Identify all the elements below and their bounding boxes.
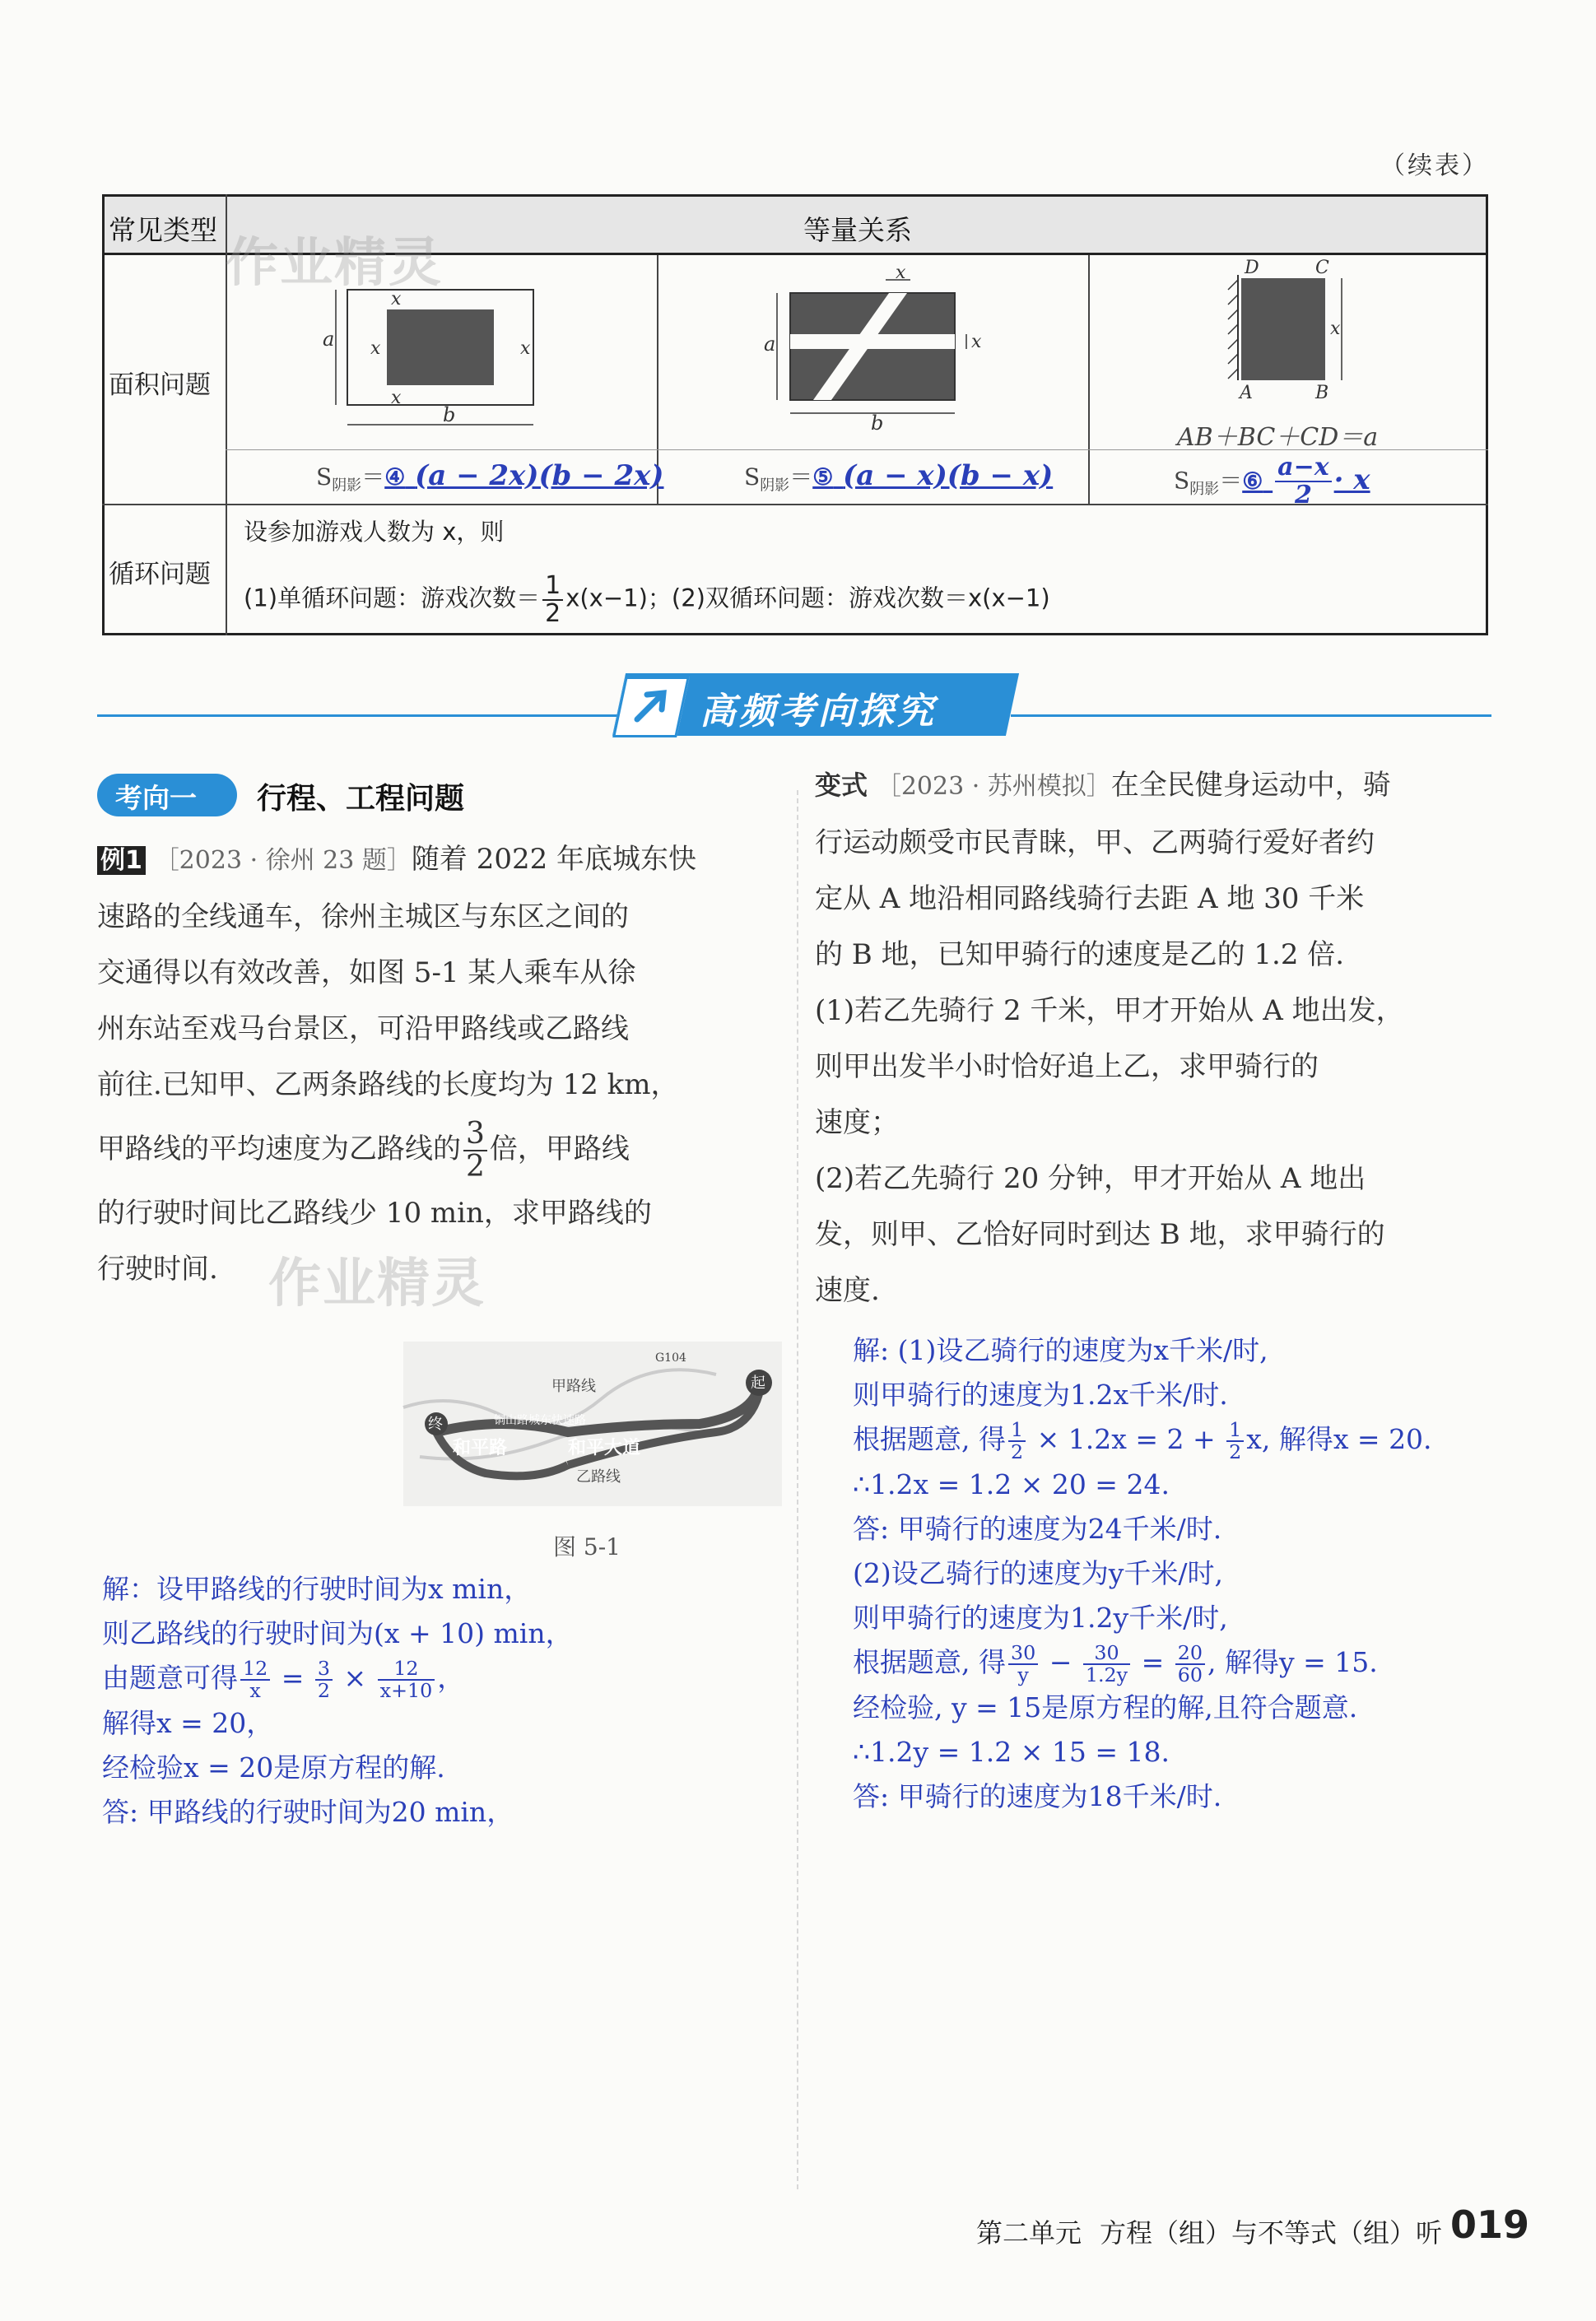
fig2-x-label: x: [896, 263, 906, 283]
variant-line: 则甲出发半小时恰好追上乙，求甲骑行的: [815, 1050, 1319, 1083]
solution-line: ∴1.2x = 1.2 × 20 = 24.: [853, 1467, 1170, 1500]
variant-line: (2)若乙先骑行 20 分钟，甲才开始从 A 地出: [815, 1162, 1366, 1195]
variant-line: 行运动颇受市民青睐，甲、乙两骑行爱好者约: [815, 826, 1375, 859]
map-road4-label: 铜山路城东快速路: [494, 1414, 586, 1427]
example-1-line: 的行驶时间比乙路线少 10 min，求甲路线的: [97, 1197, 652, 1230]
solution-line: 则乙路线的行驶时间为(x + 10) min，: [102, 1617, 573, 1649]
column-divider: [797, 790, 798, 2189]
solution-1: [102, 1567, 777, 1835]
formula-eq: ＝: [361, 463, 385, 491]
answer-5[interactable]: ⑤ (a − x)(b − x): [812, 459, 1054, 492]
fig3-relation: AB＋BC＋CD＝a: [1177, 423, 1379, 452]
solution-line: 根据题意, 得 $\frac{30}{y}$ − $\frac{30}{1.2y}$ = $\frac{20}{60}$ , 解得y = 15.: [853, 1641, 1378, 1686]
table-divider: [1088, 255, 1090, 504]
variant-tag: 变式: [815, 770, 868, 801]
variant-line: 速度；: [815, 1106, 899, 1139]
example-1-line: 例1 ［2023 · 徐州 23 题］随着 2022 年底城东快: [97, 831, 775, 889]
fig3-a-label: A: [1240, 383, 1253, 403]
solution-line: (2)设乙骑行的速度为y千米/时,: [853, 1556, 1223, 1589]
variant-line: 定从 A 地沿相同路线骑行去距 A 地 30 千米: [815, 882, 1365, 915]
map-end-label: 终: [428, 1416, 443, 1433]
solution-line: 则甲骑行的速度为1.2x千米/时.: [853, 1379, 1228, 1411]
wall-area-figure: [1218, 255, 1383, 407]
formula-cell-2: [744, 459, 1053, 495]
solution-line: 根据题意, 得 $\frac{1}{2}$ × 1.2x = 2 + $\frac{1}{2}$ x, 解得x = 20.: [853, 1418, 1432, 1463]
formula-s: S: [316, 463, 333, 491]
solution-line: 解得x = 20，: [102, 1706, 274, 1739]
route-map: [403, 1342, 782, 1506]
example-source: ［2023 · 徐州 23 题］: [154, 846, 412, 875]
cycle-line-1: 设参加游戏人数为 x，则: [244, 518, 505, 546]
footer-topic: 方程（组）与不等式（组）: [1100, 2217, 1417, 2249]
map-road-label: G104: [655, 1351, 686, 1365]
fig1-x-label: x: [391, 388, 402, 408]
example-1-line: 甲路线的平均速度为乙路线的 $\frac{3}{2}$ 倍，甲路线: [97, 1117, 630, 1184]
fig1-b-label: b: [443, 403, 456, 426]
fig3-c-label: C: [1315, 258, 1329, 278]
example-1-line: 州东站至戏马台景区，可沿甲路线或乙路线: [97, 1012, 629, 1045]
solution-line: 解: (1)设乙骑行的速度为x千米/时,: [853, 1334, 1268, 1366]
map-start-label: 起: [751, 1374, 765, 1392]
fig2-b-label: b: [871, 412, 884, 435]
fig1-x-label: x: [391, 289, 402, 309]
cycle-line-2: (1)单循环问题：游戏次数＝ $\frac{1}{2}$ x(x−1)；(2)双循环问题：游戏次数＝x(x−1): [244, 571, 1050, 628]
solution-line: 经检验, y = 15是原方程的解,且符合题意.: [853, 1691, 1358, 1723]
formula-s: S: [1174, 467, 1190, 495]
formula-sub: 阴影: [760, 477, 790, 495]
map-jia-label: 甲路线: [551, 1378, 596, 1395]
formula-sub: 阴影: [332, 477, 362, 495]
example-1-line: 速路的全线通车，徐州主城区与东区之间的: [97, 900, 629, 933]
map-yi-label: 乙路线: [576, 1468, 621, 1486]
answer-4[interactable]: ④ (a − 2x)(b − 2x): [384, 459, 664, 492]
variant-text: [815, 757, 1490, 1319]
variant-source: ［2023 · 苏州模拟］: [876, 772, 1111, 801]
fig3-d-label: D: [1245, 258, 1259, 278]
section-pill-text: 考向一: [115, 782, 197, 814]
col-relation-header: 等量关系: [803, 214, 912, 246]
solution-line: 经检验x = 20是原方程的解.: [102, 1751, 445, 1784]
variant-line: 速度.: [815, 1274, 880, 1307]
example-1-text: [97, 831, 775, 1297]
solution-line: ∴1.2y = 1.2 × 15 = 18.: [853, 1735, 1170, 1768]
solution-line: 答: 甲路线的行驶时间为20 min，: [102, 1795, 514, 1828]
figure-caption: 图 5-1: [553, 1533, 621, 1561]
formula-eq: ＝: [789, 463, 813, 491]
variant-line: 变式 ［2023 · 苏州模拟］在全民健身运动中，骑: [815, 769, 1391, 802]
variant-line: (1)若乙先骑行 2 千米，甲才开始从 A 地出发，: [815, 994, 1404, 1027]
fig2-x-label: x: [971, 332, 982, 352]
fig3-b-label: B: [1315, 383, 1329, 403]
solution-2: [853, 1328, 1495, 1819]
watermark: 作业精灵: [226, 233, 443, 294]
map-road2-label: 和平路: [453, 1437, 508, 1458]
formula-s: S: [744, 463, 761, 491]
solution-line: 解：设甲路线的行驶时间为x min，: [102, 1573, 532, 1605]
fig1-x-label: x: [520, 338, 531, 359]
banner-rule-left: [97, 714, 621, 717]
banner-title: 高频考向探究: [700, 691, 937, 733]
banner-rule-right: [1011, 714, 1491, 717]
formula-cell-1: [316, 459, 664, 495]
continued-label: （续表）: [1380, 151, 1489, 180]
formula-sub: 阴影: [1189, 481, 1220, 499]
road-area-figure: [764, 263, 988, 435]
answer-6[interactable]: ⑥ $\frac{a-x}{2}$ · x: [1242, 453, 1370, 509]
example-1-line: 交通得以有效改善，如图 5-1 某人乘车从徐: [97, 956, 636, 989]
solution-line: 答: 甲骑行的速度为24千米/时.: [853, 1512, 1222, 1545]
variant-line: 发，则甲、乙恰好同时到达 B 地，求甲骑行的: [815, 1218, 1385, 1251]
map-road3-label: 和平大道: [568, 1437, 641, 1458]
arrow-icon: [629, 683, 675, 726]
solution-line: 则甲骑行的速度为1.2y千米/时,: [853, 1601, 1228, 1634]
fig2-a-label: a: [764, 333, 776, 356]
cycle-row-label: 循环问题: [109, 560, 211, 589]
footer-unit: 第二单元: [976, 2217, 1082, 2249]
formula-cell-3: [1174, 454, 1370, 508]
example-1-line: 行驶时间.: [97, 1253, 218, 1286]
section-title: 行程、工程问题: [257, 782, 465, 816]
solution-line: 答: 甲骑行的速度为18千米/时.: [853, 1779, 1222, 1812]
variant-line: 的 B 地，已知甲骑行的速度是乙的 1.2 倍.: [815, 938, 1345, 971]
formula-eq: ＝: [1219, 467, 1243, 495]
solution-line: 由题意可得 $\frac{12}{x}$ = $\frac{3}{2}$ × $\frac{12}{x+10}$ ，: [102, 1657, 465, 1702]
watermark: 作业精灵: [268, 1254, 486, 1314]
example-tag: 例1: [97, 846, 146, 875]
footer-listen: 听: [1416, 2217, 1443, 2249]
area-figure-frame: [323, 272, 543, 436]
fig1-x-label: x: [370, 338, 381, 359]
fig1-a-label: a: [323, 328, 335, 351]
area-row-label: 面积问题: [109, 370, 211, 400]
page-number: 019: [1450, 2202, 1530, 2247]
example-1-line: 前往.已知甲、乙两条路线的长度均为 12 km，: [97, 1068, 679, 1101]
col-type-header: 常见类型: [109, 214, 217, 246]
fig3-x-label: x: [1330, 319, 1341, 339]
